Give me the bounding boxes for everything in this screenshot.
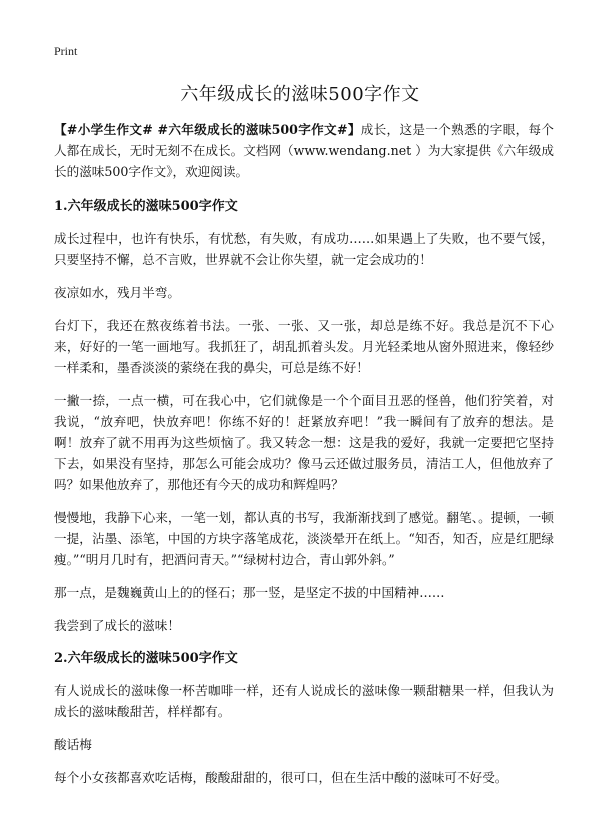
section1-paragraph: 我尝到了成长的滋味！ xyxy=(54,618,180,633)
section1-paragraph: 一撇一捺，一点一横，可在我心中，它们就像是一个个面目丑恶的怪兽，他们狞笑着，对我说，“放弃吧，快放弃吧！你练不好的！赶紧放弃吧！”我一瞬间有了放弃的想法。是啊！放弃了就不用再为这些烦恼了。我又转念一想：这是我的爱好，我就一定要把它坚持下去，如果没有坚持，那怎么可能会成功？像马云还做过服务员，清洁工人，但他放弃了吗？如果他放弃了，那他还有今天的成功和辉煌吗？ xyxy=(54,393,554,492)
intro-paragraph xyxy=(54,119,554,182)
section2-paragraph: 有人说成长的滋味像一杯苦咖啡一样，还有人说成长的滋味像一颗甜糖果一样，但我认为成长的滋味酸甜苦，样样都有。 xyxy=(54,683,554,719)
section1-heading: 1.六年级成长的滋味500字作文 xyxy=(54,199,238,214)
print-link[interactable]: Print xyxy=(54,44,78,58)
section1-paragraph: 成长过程中，也许有快乐，有忧愁，有失败，有成功……如果遇上了失败，也不要气馁，只要坚持不懈，总不言败，世界就不会让你失望，就一定会成功的！ xyxy=(54,231,554,267)
page-title: 六年级成长的滋味500字作文 xyxy=(180,84,420,105)
intro-tag: 【#小学生作文# #六年级成长的滋味500字作文#】 xyxy=(54,122,361,137)
section1-paragraph: 夜凉如水，残月半弯。 xyxy=(54,285,180,300)
section1-paragraph: 台灯下，我还在熬夜练着书法。一张、一张、又一张，却总是练不好。我总是沉不下心来，好好的一笔一画地写。我抓狂了，胡乱抓着头发。月光轻柔地从窗外照进来，像轻纱一样柔和，墨香淡淡的萦绕在我的鼻尖，可总是练不好！ xyxy=(54,318,554,375)
article-body xyxy=(54,119,554,800)
section1-paragraph: 那一点，是魏巍黄山上的的怪石；那一竖，是坚定不拔的中国精神…… xyxy=(54,585,445,600)
section2-paragraph: 每个小女孩都喜欢吃话梅，酸酸甜甜的，很可口，但在生活中酸的滋味可不好受。 xyxy=(54,770,508,785)
section1-paragraph: 慢慢地，我静下心来，一笔一划，都认真的书写，我渐渐找到了感觉。翻笔、。提顿，一顿一提，沾墨、添笔，中国的方块字落笔成花，淡淡晕开在纸上。“知否，知否，应是红肥绿瘦。”“明月几时有，把酒问青天。”“绿树村边合，青山郭外斜。” xyxy=(54,510,554,567)
section2-subheading: 酸话梅 xyxy=(54,737,92,752)
intro-text: 成长，这是一个熟悉的字眼，每个人都在成长，无时无刻不在成长。文档网（www.wendang.net ）为大家提供《六年级成长的滋味500字作文》，欢迎阅读。 xyxy=(54,122,554,179)
section2-heading: 2.六年级成长的滋味500字作文 xyxy=(54,651,238,666)
